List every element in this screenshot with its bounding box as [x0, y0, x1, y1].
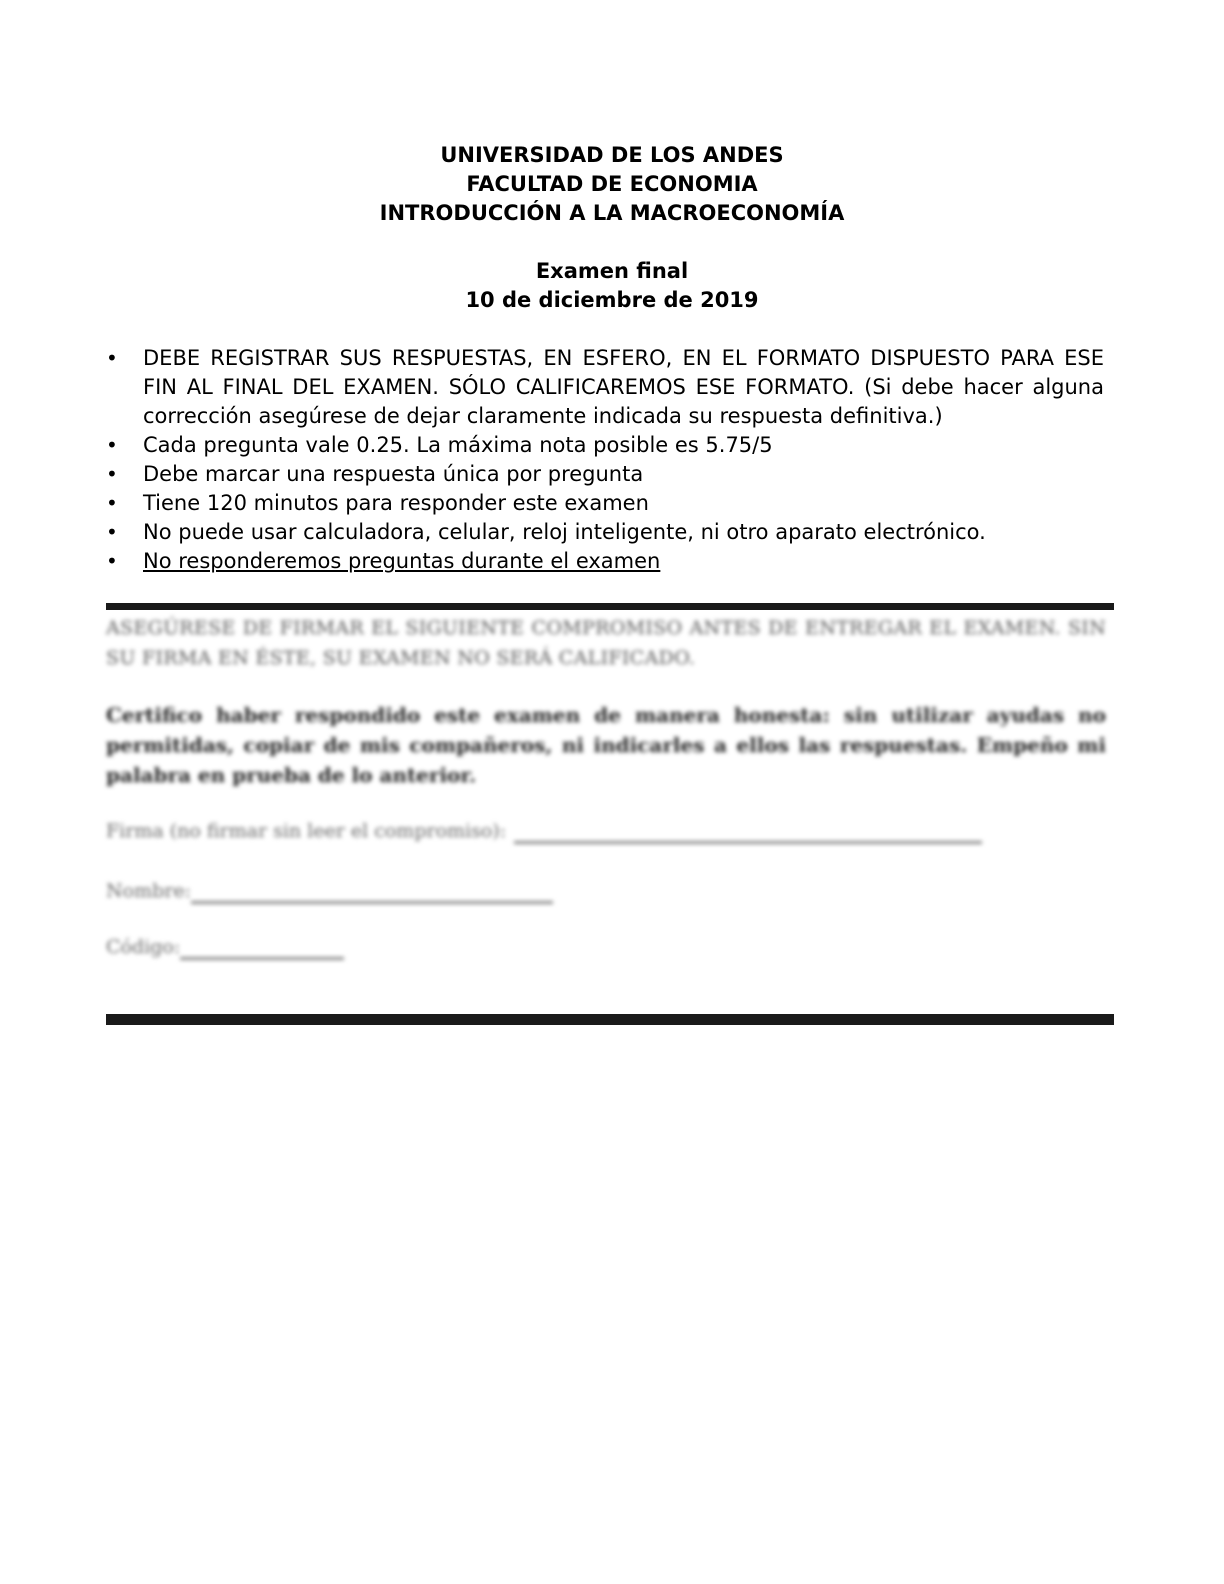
instruction-item: [106, 344, 1104, 431]
exam-date: 10 de diciembre de 2019: [465, 288, 759, 312]
instruction-item: [106, 518, 1104, 547]
instruction-item: [106, 547, 1104, 576]
instruction-text: No puede usar calculadora, celular, reloj inteligente, ni otro aparato electrónico.: [143, 520, 986, 544]
bullet-icon: •: [106, 520, 118, 544]
code-field: [106, 934, 1106, 960]
faculty-name: FACULTAD DE ECONOMIA: [466, 172, 758, 196]
instructions-list: [106, 344, 1104, 576]
instruction-text: Debe marcar una respuesta única por pregunta: [143, 462, 644, 486]
name-label: Nombre:: [106, 880, 191, 902]
exam-header: [0, 141, 1224, 315]
bullet-icon: •: [106, 462, 118, 486]
instruction-text: Tiene 120 minutos para responder este examen: [143, 491, 649, 515]
header-spacer: [0, 228, 1224, 257]
instruction-text: Cada pregunta vale 0.25. La máxima nota posible es 5.75/5: [143, 433, 773, 457]
code-line: [180, 939, 344, 960]
university-name: UNIVERSIDAD DE LOS ANDES: [440, 143, 784, 167]
signature-field: [106, 818, 1106, 844]
signature-label: Firma (no firmar sin leer el compromiso):: [106, 820, 507, 842]
name-field: [106, 878, 1106, 904]
code-label: Código:: [106, 936, 181, 958]
instruction-text-underlined: No responderemos preguntas durante el examen: [143, 549, 661, 573]
bullet-icon: •: [106, 491, 118, 515]
honor-box-bottom-rule: [106, 1014, 1114, 1025]
instruction-item: [106, 460, 1104, 489]
signature-line: [514, 823, 982, 844]
bullet-icon: •: [106, 549, 118, 573]
bullet-icon: •: [106, 346, 118, 370]
name-line: [191, 883, 553, 904]
instruction-item: [106, 489, 1104, 518]
instruction-item: [106, 431, 1104, 460]
exam-title: Examen final: [535, 259, 689, 283]
instruction-text: DEBE REGISTRAR SUS RESPUESTAS, EN ESFERO, EN EL FORMATO DISPUESTO PARA ESE FIN AL FINAL DEL EXAMEN. SÓLO CALIFICAREMOS ESE FORMATO. (Si debe hacer alguna corrección asegúrese de dejar claramente indicada su respuesta definitiva.): [143, 346, 1104, 428]
course-name: INTRODUCCIÓN A LA MACROECONOMÍA: [379, 201, 845, 225]
bullet-icon: •: [106, 433, 118, 457]
honor-code-pledge: Certifico haber respondido este examen de manera honesta: sin utilizar ayudas no permitidas, copiar de mis compañeros, ni indicarles a ellos las respuestas. Empeño mi palabra en prueba de lo anterior.: [106, 703, 1106, 787]
honor-code-notice: ASEGÚRESE DE FIRMAR EL SIGUIENTE COMPROMISO ANTES DE ENTREGAR EL EXAMEN. SIN SU FIRMA EN ÉSTE, SU EXAMEN NO SERÁ CALIFICADO.: [106, 617, 1106, 669]
honor-box-top-rule: [106, 603, 1114, 610]
